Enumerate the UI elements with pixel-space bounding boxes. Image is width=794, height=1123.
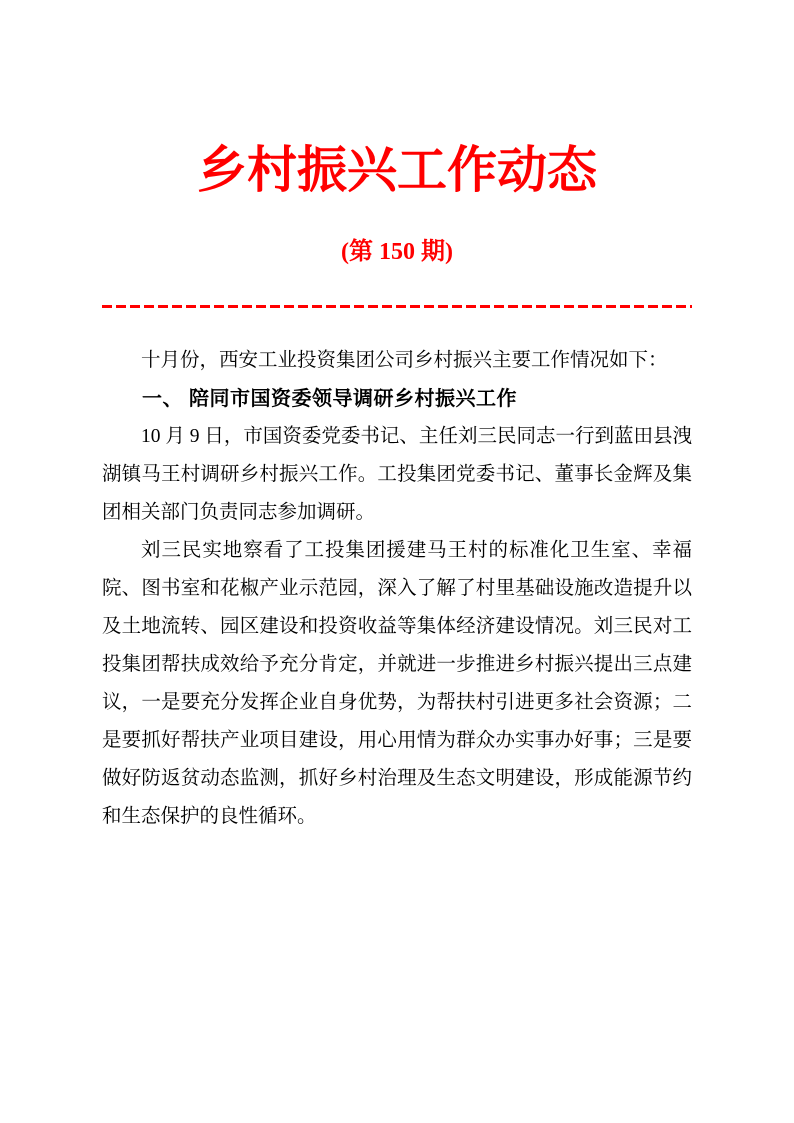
document-content — [0, 138, 794, 836]
body-paragraph-1: 10 月 9 日，市国资委党委书记、主任刘三民同志一行到蓝田县洩湖镇马王村调研乡村振兴工作。工投集团党委书记、董事长金辉及集团相关部门负责同志参加调研。 — [102, 426, 692, 523]
body-paragraph-2: 刘三民实地察看了工投集团援建马王村的标准化卫生室、幸福院、图书室和花椒产业示范园，深入了解了村里基础设施改造提升以及土地流转、园区建设和投资收益等集体经济建设情况。刘三民对工投集团帮扶成效给予充分肯定，并就进一步推进乡村振兴提出三点建议，一是要充分发挥企业自身优势，为帮扶村引进更多社会资源；二是要抓好帮扶产业项目建设，用心用情为群众办实事办好事；三是要做好防返贫动态监测，抓好乡村治理及生态文明建设，形成能源节约和生态保护的良性循环。 — [102, 540, 692, 827]
document-body — [102, 342, 692, 836]
issue-number: (第 150 期) — [341, 239, 453, 265]
intro-paragraph: 十月份，西安工业投资集团公司乡村振兴主要工作情况如下： — [141, 350, 668, 371]
section-heading-1: 一、 陪同市国资委领导调研乡村振兴工作 — [142, 388, 518, 410]
dashed-separator — [102, 305, 692, 308]
document-title: 乡村振兴工作动态 — [197, 142, 597, 198]
